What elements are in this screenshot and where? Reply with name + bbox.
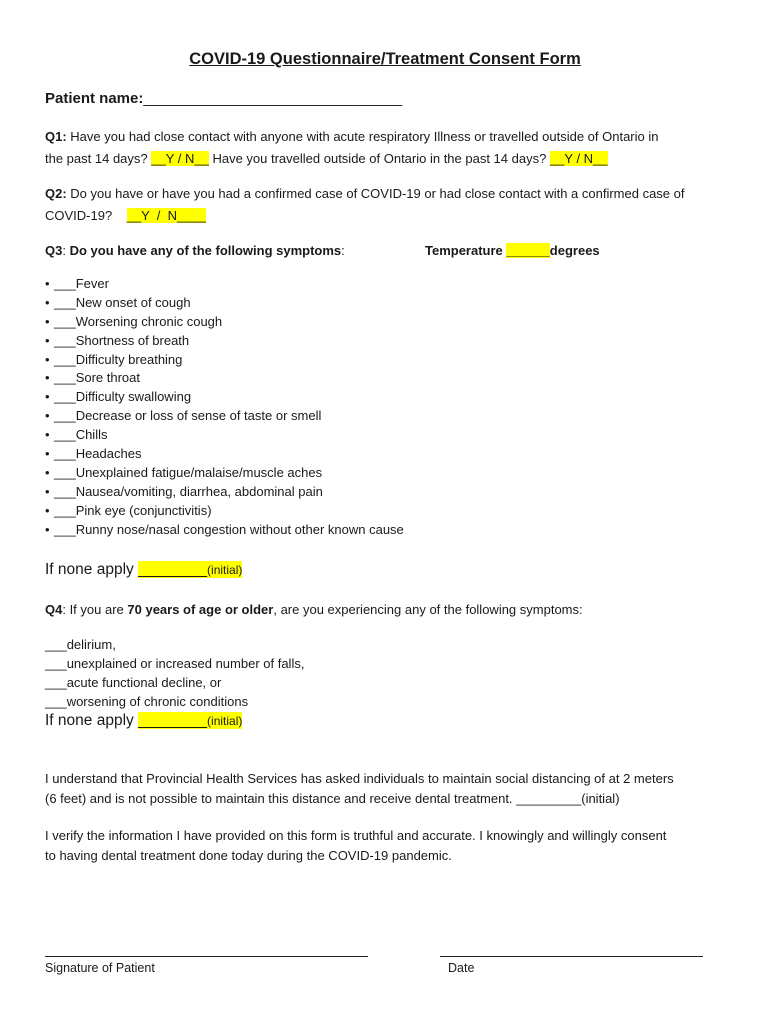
symptom-label: ___Pink eye (conjunctivitis) — [54, 502, 212, 518]
symptom-item-shortness-of-breath[interactable] — [45, 332, 404, 351]
q4-age-condition: 70 years of age or older — [127, 602, 274, 617]
symptom-item-cough[interactable] — [45, 294, 404, 313]
q1-label: Q1: — [45, 129, 67, 144]
q4-symptom-list — [45, 635, 304, 711]
symptom-item-fatigue[interactable] — [45, 464, 404, 483]
symptom-label: ___Shortness of breath — [54, 332, 190, 348]
symptom-item-chills[interactable] — [45, 426, 404, 445]
patient-name-label: Patient name: — [45, 90, 144, 107]
q2-question-line1: Do you have or have you had a confirmed case of COVID-19 or had close contact with a confirmed case of — [66, 186, 685, 201]
symptom-item-pink-eye[interactable] — [45, 502, 404, 521]
q2-block — [45, 183, 685, 227]
symptom-item-fever[interactable] — [45, 275, 404, 294]
q4-item-functional-decline[interactable]: ___acute functional decline, or — [45, 675, 222, 690]
form-title: COVID-19 Questionnaire/Treatment Consent Form — [189, 50, 581, 68]
q3-none-apply-label: If none apply — [45, 561, 139, 578]
q1-answer-contact[interactable]: __Y / N__ — [151, 151, 209, 166]
symptom-item-chronic-cough[interactable] — [45, 313, 404, 332]
q4-heading — [45, 599, 583, 621]
q4-item-delirium[interactable]: ___delirium, — [45, 637, 116, 652]
bullet-icon: • — [45, 427, 50, 443]
bullet-icon: • — [45, 483, 50, 499]
symptom-list — [45, 275, 404, 539]
q4-label: Q4 — [45, 602, 63, 617]
q3-label: Q3 — [45, 243, 63, 258]
q3-none-apply-initial-field[interactable] — [138, 561, 242, 578]
bullet-icon: • — [45, 276, 50, 291]
temperature-row — [425, 240, 600, 262]
temperature-label: Temperature — [425, 243, 507, 258]
q3-question-end: : — [341, 243, 345, 258]
temperature-unit: degrees — [549, 243, 600, 258]
symptom-item-sore-throat[interactable] — [45, 369, 404, 388]
date-line[interactable] — [440, 956, 703, 957]
verification-line2: to having dental treatment done today during the COVID-19 pandemic. — [45, 848, 452, 863]
distancing-initial-caption: (initial) — [581, 791, 620, 806]
q4-none-apply-label: If none apply — [45, 712, 139, 729]
q1-block — [45, 126, 658, 170]
q4-item-falls[interactable]: ___unexplained or increased number of falls, — [45, 656, 305, 671]
distancing-paragraph — [45, 769, 674, 809]
q4-initial-blank: ________ — [138, 712, 208, 729]
q4-none-apply-initial-field[interactable] — [138, 712, 242, 729]
symptom-label: ___Fever — [54, 276, 109, 291]
bullet-icon: • — [45, 408, 50, 424]
q2-label: Q2: — [45, 186, 67, 201]
q3-colon: : — [62, 243, 70, 258]
bullet-icon: • — [45, 464, 50, 480]
q1-question-line1: Have you had close contact with anyone with acute respiratory Illness or travelled outside of Ontario in — [66, 129, 659, 144]
bullet-icon: • — [45, 389, 50, 405]
symptom-item-difficulty-breathing[interactable] — [45, 351, 404, 370]
q1-answer-travel[interactable]: __Y / N__ — [549, 151, 608, 166]
symptom-label: ___Unexplained fatigue/malaise/muscle aches — [54, 464, 323, 480]
q4-none-apply — [45, 712, 242, 730]
symptom-label: ___Nausea/vomiting, diarrhea, abdominal pain — [54, 483, 323, 499]
distancing-initial-field[interactable]: _________ — [516, 791, 582, 806]
patient-name-field[interactable]: _______________________________ — [143, 90, 402, 107]
q2-question-line2: COVID-19? — [45, 208, 127, 223]
symptom-label: ___Difficulty swallowing — [54, 389, 192, 405]
symptom-label: ___Runny nose/nasal congestion without other known cause — [54, 521, 404, 537]
bullet-icon: • — [45, 294, 50, 310]
distancing-line1: I understand that Provincial Health Services has asked individuals to maintain social distancing of at 2 meters — [45, 771, 674, 786]
q4-text-end: , are you experiencing any of the following symptoms: — [273, 602, 583, 617]
q4-initial-caption: (initial) — [207, 714, 243, 728]
symptom-label: ___Decrease or loss of sense of taste or smell — [54, 408, 322, 424]
q3-heading — [45, 240, 345, 262]
q3-question: Do you have any of the following symptoms — [69, 243, 342, 258]
patient-name-row — [45, 90, 402, 107]
patient-signature-line[interactable] — [45, 956, 368, 957]
symptom-label: ___Sore throat — [54, 370, 141, 386]
symptom-label: ___Headaches — [54, 446, 142, 462]
bullet-icon: • — [45, 313, 50, 329]
verification-paragraph — [45, 826, 666, 866]
q4-text-start: : If you are — [62, 602, 128, 617]
symptom-item-difficulty-swallowing[interactable] — [45, 388, 404, 407]
q3-initial-caption: (initial) — [207, 563, 243, 577]
temperature-field[interactable]: ______ — [506, 243, 550, 258]
symptom-label: ___New onset of cough — [54, 294, 191, 310]
q3-initial-blank: ________ — [138, 561, 208, 578]
symptom-item-headaches[interactable] — [45, 445, 404, 464]
q1-travel-question: Have you travelled outside of Ontario in the past 14 days? — [208, 151, 550, 166]
bullet-icon: • — [45, 446, 50, 462]
symptom-item-runny-nose[interactable] — [45, 521, 404, 540]
q1-question-line2: the past 14 days? — [45, 151, 152, 166]
bullet-icon: • — [45, 370, 50, 386]
symptom-item-taste-smell[interactable] — [45, 407, 404, 426]
symptom-label: ___Difficulty breathing — [54, 351, 183, 367]
verification-line1: I verify the information I have provided on this form is truthful and accurate. I knowingly and willingly consent — [45, 828, 667, 843]
patient-signature-label: Signature of Patient — [45, 961, 155, 975]
q2-answer[interactable]: __Y / N____ — [126, 208, 206, 223]
date-label: Date — [448, 961, 475, 975]
bullet-icon: • — [45, 351, 50, 367]
distancing-line2: (6 feet) and is not possible to maintain this distance and receive dental treatment. — [45, 791, 517, 806]
q3-none-apply — [45, 561, 242, 579]
symptom-item-nausea[interactable] — [45, 483, 404, 502]
bullet-icon: • — [45, 521, 50, 537]
bullet-icon: • — [45, 332, 50, 348]
symptom-label: ___Chills — [54, 427, 108, 443]
symptom-label: ___Worsening chronic cough — [54, 313, 223, 329]
q4-item-chronic-conditions[interactable]: ___worsening of chronic conditions — [45, 694, 249, 709]
bullet-icon: • — [45, 502, 50, 518]
